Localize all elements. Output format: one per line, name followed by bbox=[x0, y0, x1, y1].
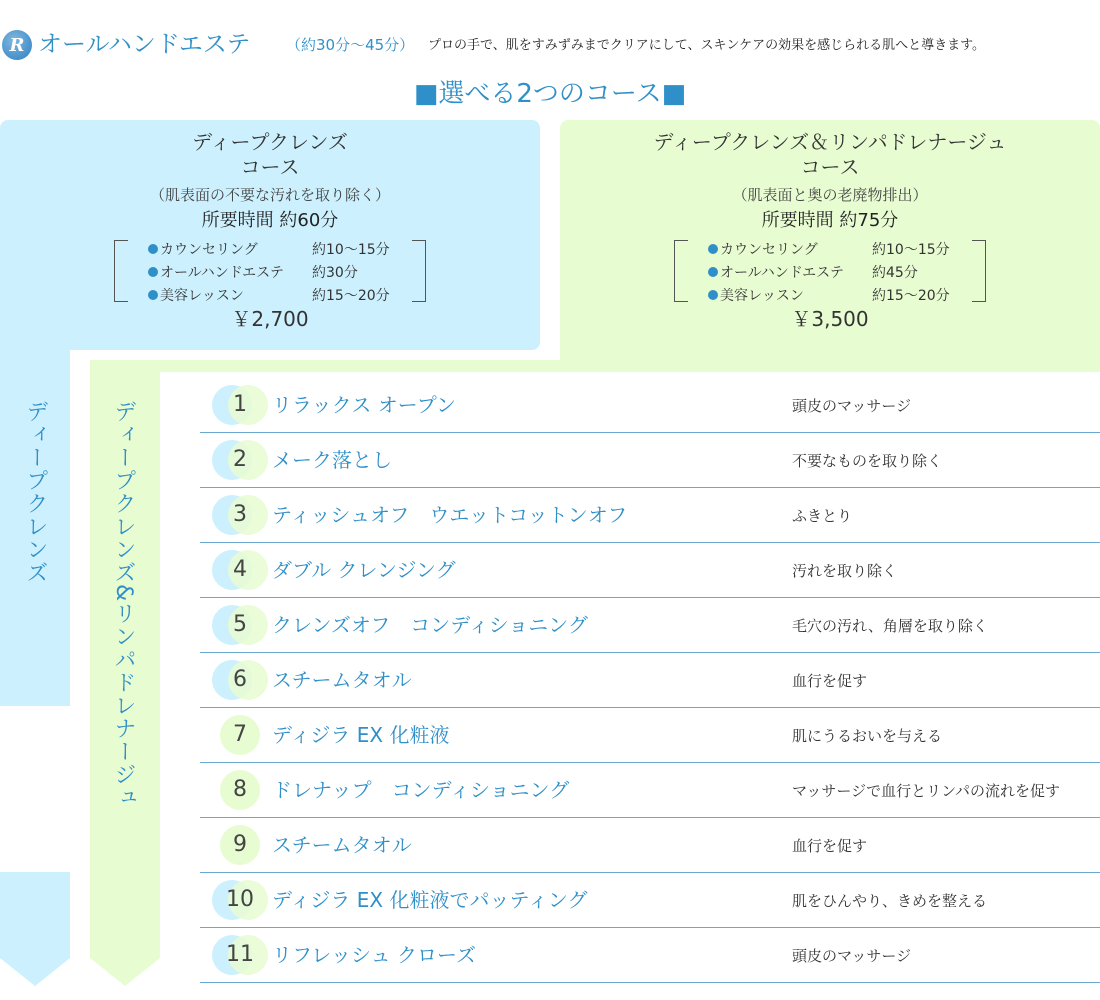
step-number-badge: 5 bbox=[212, 605, 268, 645]
course-subtitle: （肌表面と奥の老廃物排出） bbox=[732, 186, 928, 204]
brand-logo-icon: R bbox=[2, 30, 32, 60]
procedure-description: 不要なものを取り除く bbox=[792, 452, 943, 470]
procedure-name: メーク落とし bbox=[272, 448, 392, 472]
course-step: 美容レッスン 約15〜20分 bbox=[708, 286, 804, 306]
step-number-badge: 6 bbox=[212, 660, 268, 700]
duration-note: （約30分〜45分） bbox=[286, 36, 415, 54]
procedure-name: ドレナップ コンディショニング bbox=[272, 778, 570, 802]
course-name: ディープクレンズ コース bbox=[192, 130, 348, 179]
course-price: ￥3,500 bbox=[791, 307, 869, 331]
down-arrow-icon bbox=[90, 958, 160, 986]
course-name: ディープクレンズ＆リンパドレナージュ コース bbox=[653, 130, 1007, 179]
bullet-icon bbox=[148, 244, 158, 254]
step-number-badge: 3 bbox=[212, 495, 268, 535]
step-number-badge: 11 bbox=[212, 935, 268, 975]
procedure-row bbox=[200, 488, 1100, 543]
bullet-icon bbox=[708, 290, 718, 300]
procedure-description: マッサージで血行とリンパの流れを促す bbox=[792, 782, 1061, 800]
procedure-row bbox=[200, 708, 1100, 763]
procedure-description: 血行を促す bbox=[792, 672, 868, 690]
bullet-icon bbox=[148, 267, 158, 277]
down-arrow-icon bbox=[0, 958, 70, 986]
procedure-name: リフレッシュ クローズ bbox=[272, 943, 476, 967]
step-number-badge: 4 bbox=[212, 550, 268, 590]
procedure-row bbox=[200, 928, 1100, 983]
procedure-description: 頭皮のマッサージ bbox=[792, 397, 912, 415]
course-step: オールハンドエステ 約45分 bbox=[708, 263, 844, 283]
course-step: オールハンドエステ 約30分 bbox=[148, 263, 284, 283]
course-step: カウンセリング 約10〜15分 bbox=[708, 240, 818, 260]
bullet-icon bbox=[148, 290, 158, 300]
band-label-deep-cleanse-lymph: ディープクレンズ&リンパドレナージュ bbox=[111, 400, 136, 810]
course-step: 美容レッスン 約15〜20分 bbox=[148, 286, 244, 306]
procedure-name: ダブル クレンジング bbox=[272, 558, 456, 582]
step-number-badge: 8 bbox=[212, 770, 268, 810]
procedure-name: リラックス オープン bbox=[272, 393, 456, 417]
procedure-row bbox=[200, 598, 1100, 653]
step-number-badge: 1 bbox=[212, 385, 268, 425]
procedure-row bbox=[200, 873, 1100, 928]
procedure-description: 毛穴の汚れ、角層を取り除く bbox=[792, 617, 988, 635]
procedure-description: 血行を促す bbox=[792, 837, 868, 855]
bullet-icon bbox=[708, 267, 718, 277]
procedure-description: ふきとり bbox=[792, 507, 853, 525]
step-number-badge: 2 bbox=[212, 440, 268, 480]
step-number-badge: 10 bbox=[212, 880, 268, 920]
step-number-badge: 9 bbox=[212, 825, 268, 865]
page-title: オールハンドエステ bbox=[38, 30, 251, 58]
procedure-row bbox=[200, 433, 1100, 488]
course-price: ￥2,700 bbox=[231, 307, 309, 331]
procedure-name: ディジラ EX 化粧液 bbox=[272, 723, 450, 747]
flow-band-deep-cleanse-end bbox=[0, 872, 70, 958]
procedure-name: スチームタオル bbox=[272, 833, 412, 857]
flow-band-lymph-top bbox=[90, 360, 1100, 372]
course-time: 所要時間 約60分 bbox=[201, 210, 339, 231]
procedure-name: クレンズオフ コンディショニング bbox=[272, 613, 588, 637]
procedure-name: ティッシュオフ ウエットコットンオフ bbox=[272, 503, 628, 527]
procedure-row bbox=[200, 763, 1100, 818]
course-card-deep-cleanse-lymph bbox=[560, 120, 1100, 370]
procedure-row bbox=[200, 818, 1100, 873]
page-description: プロの手で、肌をすみずみまでクリアにして、スキンケアの効果を感じられる肌へと導きます。 bbox=[428, 38, 986, 53]
course-steps bbox=[674, 238, 986, 304]
procedure-row bbox=[200, 653, 1100, 708]
procedure-list bbox=[200, 378, 1100, 983]
bullet-icon bbox=[708, 244, 718, 254]
course-subtitle: （肌表面の不要な汚れを取り除く） bbox=[149, 186, 390, 204]
header bbox=[0, 28, 1100, 62]
band-label-deep-cleanse: ディープクレンズ bbox=[23, 400, 48, 584]
procedure-row bbox=[200, 543, 1100, 598]
course-time: 所要時間 約75分 bbox=[761, 210, 899, 231]
section-title: ■選べる2つのコース■ bbox=[413, 79, 687, 109]
procedure-description: 頭皮のマッサージ bbox=[792, 947, 912, 965]
course-steps bbox=[114, 238, 426, 304]
course-card-deep-cleanse bbox=[0, 120, 540, 350]
procedure-description: 肌にうるおいを与える bbox=[792, 727, 943, 745]
procedure-name: スチームタオル bbox=[272, 668, 412, 692]
procedure-name: ディジラ EX 化粧液でパッティング bbox=[272, 888, 588, 912]
procedure-description: 汚れを取り除く bbox=[792, 562, 898, 580]
course-step: カウンセリング 約10〜15分 bbox=[148, 240, 258, 260]
procedure-description: 肌をひんやり、きめを整える bbox=[792, 892, 988, 910]
step-number-badge: 7 bbox=[212, 715, 268, 755]
procedure-row bbox=[200, 378, 1100, 433]
